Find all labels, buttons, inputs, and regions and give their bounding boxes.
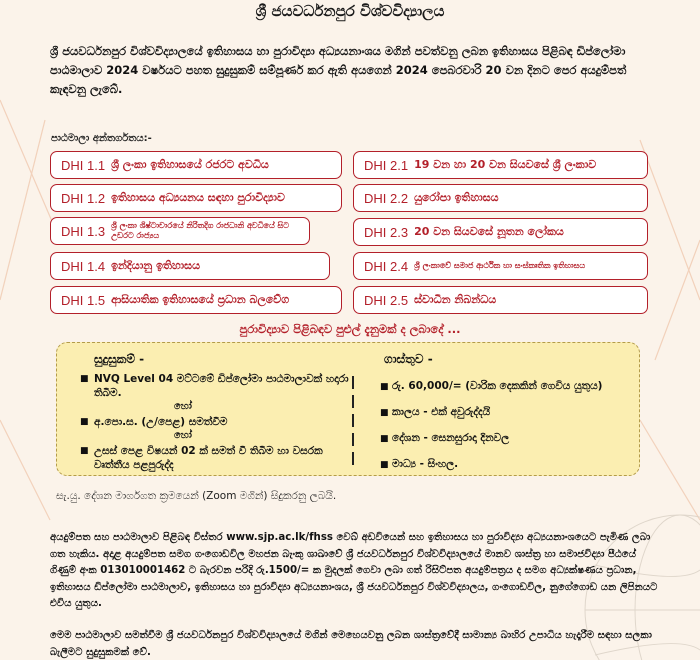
fees-list <box>380 380 640 484</box>
course-dhi-2-1 <box>353 151 648 179</box>
course-dhi-1-3 <box>50 217 310 245</box>
bullet-icon: ■ <box>80 374 89 384</box>
course-name: ශ්‍රී ලංකා ශිෂ්ටාචාරයේ නිරිතදිග රාජධානි අවධියේ සිට උඩරට රාජ්‍යය <box>111 221 290 240</box>
course-dhi-1-1 <box>50 151 342 179</box>
course-code: DHI 1.4 <box>61 258 106 274</box>
course-dhi-2-5 <box>353 286 648 314</box>
list-item: ■ දේශන - සෙනසුරාදා දිනවල <box>380 432 510 444</box>
course-name: ශ්‍රී ලංකා ඉතිහාසයේ රජරට අවධිය <box>111 158 269 171</box>
course-code: DHI 2.1 <box>364 157 409 173</box>
course-code: DHI 1.2 <box>61 190 106 206</box>
contents-label: පාඨමාලා අන්තර්ගතය:- <box>51 133 152 144</box>
bullet-icon: ■ <box>80 446 89 456</box>
list-item: ■ මාධ්‍ය - සිංහල. <box>380 458 459 470</box>
intro-paragraph: ශ්‍රී ජයවර්ධනපුර විශ්වවිද්‍යාලයේ ඉතිහාසය හා පුරාවිද්‍යා අධ්‍යයනාංශය මගින් පවත්වනු ලබන ඉතිහාසය පිළිබඳ ඩිප්ලෝමා පාඨමාලාව 2024 වර්ෂයට පහත සුදුසුකම් සම්පූර්ණ කර ඇති අයගෙන් 2024 පෙබරවාරි 20 වන දිනට පෙර අයදුම්පත් කැඳවනු ලැබේ. <box>50 44 627 96</box>
course-name: 20 වන සියවසේ නූතන ලෝකය <box>414 225 564 238</box>
course-dhi-1-5 <box>50 286 342 314</box>
course-code: DHI 2.4 <box>364 258 409 274</box>
bullet-icon: ■ <box>380 433 389 444</box>
course-code: DHI 2.5 <box>364 292 409 308</box>
list-item: ■ අ.පො.ස. (උ/පෙළ) සමත්වීම <box>80 416 228 428</box>
course-name: යුරෝපා ඉතිහාසය <box>414 191 499 204</box>
course-code: DHI 1.3 <box>61 223 106 239</box>
application-details: අයදුම්පත සහ පාඨමාලාව පිළිබඳ විස්තර www.sjp.ac.lk/fhss වෙබ් අඩවියෙන් සහ ඉතිහාසය හා පුරාවිද්‍යා අධ්‍යයනාංශයෙට පැමිණ ලබා ගත හැකිය. අදාළ අයදුම්පත සමග ගංගොඩවිල මහජන බැංකු ශාඛාවේ ශ්‍රී ජයවර්ධනපුර විශ්වවිද්‍යාලයේ මානව ශාස්ත්‍ර හා සමාජවිද්‍යා පීඨයේ ගිණුම් අංක 013010001462 ට බැරවන පරිදි රු.1500/= ක මුදලක් ගෙවා ලබා ගත් රිසිට්පත අයදුම්පත්‍රය ද සමග අධ්‍යක්ෂණය ප්‍රධාන, ඉතිහාසය ඩිප්ලෝමා පාඨමාලාව, ඉතිහාසය හා පුරාවිද්‍යා අධ්‍යයනාංශය, ශ්‍රී ජයවර්ධනපුර විශ්වවිද්‍යාලය, ගංගොඩවිල, නුගේගොඩ යන ලිපිනයට එවිය යුතුය. <box>50 532 658 609</box>
course-dhi-1-2 <box>50 184 342 212</box>
course-dhi-1-4 <box>50 252 330 280</box>
course-dhi-2-4 <box>353 252 648 280</box>
list-item: ■ උසස් පෙළ විෂයන් 02 ක් සමත් වී තිබීම හා වසරක වෘත්තීය පළපුරුද්ද <box>80 445 323 471</box>
course-name: ආසියාතික ඉතිහාසයේ ප්‍රධාන බලවේග <box>111 293 290 306</box>
footer-note: මෙම පාඨමාලාව සමත්වීම ශ්‍රී ජයවර්ධනපුර විශ්වවිද්‍යාලයේ මගින් මෙහෙයවනු ලබන ශාස්ත්‍රවේදී සාමාන්‍ය බාහිර උපාධිය හැදෑරීම සඳහා සලකා බැලීමට සුදුසුකමක් වේ. <box>50 630 652 658</box>
bullet-icon: ■ <box>380 407 389 418</box>
qualifications-list <box>80 372 350 472</box>
list-item: ■ රු. 60,000/= (වාරික දෙකකින් ගෙවිය යුතුය) <box>380 380 603 392</box>
course-name: ඉතිහාසය අධ්‍යයනය සඳහා පුරාවිද්‍යාව <box>111 191 285 204</box>
list-item: ■ NVQ Level 04 මට්ටමේ ඩිප්ලෝමා පාඨමාලාවක් හදාරා තිබීම. <box>80 373 349 399</box>
qualifications-heading: සුදුසුකම් - <box>94 352 145 366</box>
course-code: DHI 2.3 <box>364 224 409 240</box>
zoom-note: සැ.යු. දේශන මාර්ගගත ක්‍රමයෙන් (Zoom මගින්) සිදුකරනු ලබයි. <box>56 490 337 502</box>
or-label: හෝ <box>174 401 192 412</box>
or-label: හෝ <box>174 430 192 441</box>
bullet-icon: ■ <box>80 417 89 427</box>
course-code: DHI 2.2 <box>364 190 409 206</box>
course-name: ස්වාධීන නිබන්ධය <box>414 293 497 306</box>
course-name: 19 වන හා 20 වන සියවසේ ශ්‍රී ලංකාව <box>414 158 597 171</box>
bullet-icon: ■ <box>380 459 389 470</box>
list-item: ■ කාලය - එක් අවුරුද්දයි <box>380 406 491 418</box>
university-title: ශ්‍රී ජයවර්ධනපුර විශ්වවිද්‍යාලය <box>255 2 445 20</box>
course-code: DHI 1.1 <box>61 157 106 173</box>
course-name: ඉන්දියානු ඉතිහාසය <box>111 259 200 272</box>
course-dhi-2-3 <box>353 218 648 246</box>
column-divider <box>348 376 358 464</box>
course-dhi-2-2 <box>353 184 648 212</box>
bullet-icon: ■ <box>380 381 389 392</box>
more-knowledge-note: පුරාවිද්‍යාව පිළිබඳව පුළුල් දැනුමක් ද ලබාදේ ... <box>239 322 461 336</box>
fees-heading: ගාස්තුව - <box>384 352 433 366</box>
course-name: ශ්‍රී ලංකාවේ සමාජ ආර්ථික හා සංස්කෘතික ඉතිහාසය <box>414 261 586 270</box>
course-code: DHI 1.5 <box>61 292 106 308</box>
